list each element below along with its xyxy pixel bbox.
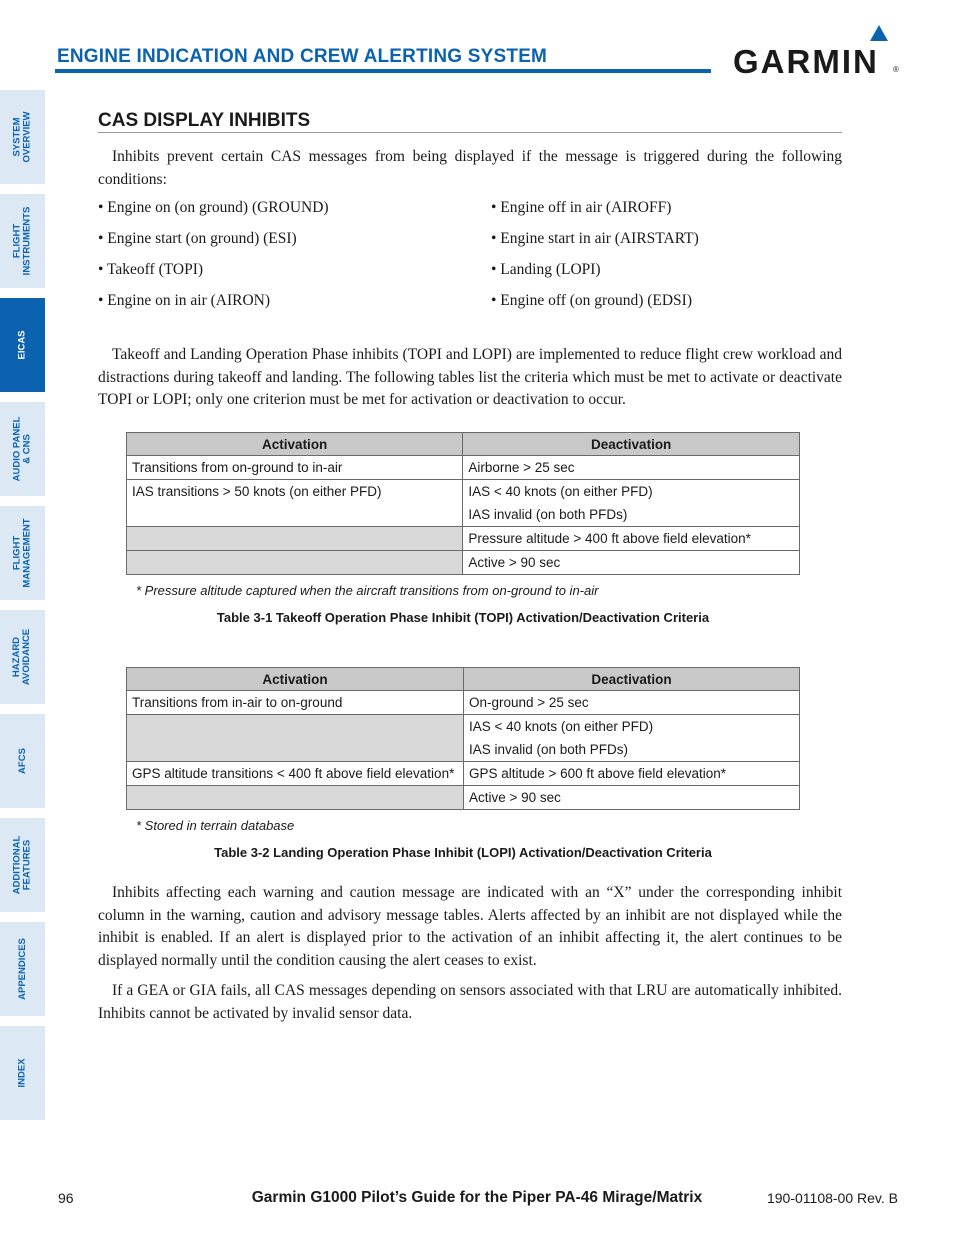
table-cell-empty	[127, 715, 464, 762]
side-tab-label: SYSTEM OVERVIEW	[11, 111, 33, 163]
cell-text: IAS transitions > 50 knots (on either PFD)	[132, 484, 382, 499]
table-caption: Table 3-2 Landing Operation Phase Inhibit (LOPI) Activation/Deactivation Criteria	[214, 845, 712, 860]
table-cell: GPS altitude transitions < 400 ft above field elevation*	[127, 762, 464, 786]
side-tab-label: AFCS	[16, 748, 28, 774]
paragraph-text: Inhibits affecting each warning and caution message are indicated with an “X” under the corresponding inhibit column in the warning, caution and advisory message tables. Alerts affected by an inhibit are not displayed while the inhibit is enabled. If an alert is displayed prior to the activation of an inhibit affecting it, the alert continues to be displayed normally until the condition causing the alert ceases to exist.	[98, 884, 842, 969]
table-cell: Pressure altitude > 400 ft above field elevation*	[463, 527, 800, 551]
bullet-item: • Engine start in air (AIRSTART)	[491, 230, 699, 247]
side-tab-eicas[interactable]	[0, 298, 45, 392]
section-rule	[98, 132, 842, 133]
table-row	[127, 762, 800, 786]
column-header: Activation	[127, 433, 463, 456]
table-cell	[127, 480, 463, 527]
table-row	[127, 456, 800, 480]
side-tab-flight-instruments[interactable]	[0, 194, 45, 288]
cell-text: IAS invalid (on both PFDs)	[468, 507, 628, 522]
table-cell	[463, 715, 799, 762]
table-row	[127, 527, 800, 551]
side-tab-label: FLIGHT INSTRUMENTS	[11, 206, 33, 276]
table-cell	[463, 480, 800, 527]
table-footnote: * Stored in terrain database	[136, 818, 295, 833]
table-cell: Transitions from in-air to on-ground	[127, 691, 464, 715]
table-cell-empty	[127, 527, 463, 551]
table-row	[127, 480, 800, 527]
bullet-item: • Engine on (on ground) (GROUND)	[98, 199, 329, 216]
table-row	[127, 551, 800, 575]
chapter-title: ENGINE INDICATION AND CREW ALERTING SYSTEM	[57, 46, 548, 67]
cell-text: IAS < 40 knots (on either PFD)	[468, 719, 654, 734]
column-header: Deactivation	[463, 668, 799, 691]
cell-text: IAS invalid (on both PFDs)	[468, 742, 629, 757]
bullet-item: • Engine off in air (AIROFF)	[491, 199, 672, 216]
logo-text: GARMIN	[733, 43, 879, 80]
paragraph-text: Takeoff and Landing Operation Phase inhibits (TOPI and LOPI) are implemented to reduce flight crew workload and distractions during takeoff and landing. The following tables list the criteria which must be met to activate or deactivate TOPI or LOPI; only one criterion must be met for activation or deactivation to occur.	[98, 346, 842, 408]
table-cell: Active > 90 sec	[463, 786, 799, 810]
table-cell-empty	[127, 551, 463, 575]
side-tab-label: HAZARD AVOIDANCE	[11, 628, 33, 686]
lru-paragraph	[98, 980, 842, 1025]
lopi-criteria-table	[126, 667, 800, 810]
bullet-item: • Landing (LOPI)	[491, 261, 601, 278]
document-number: 190-01108-00 Rev. B	[766, 1190, 898, 1206]
side-tab-hazard-avoidance[interactable]	[0, 610, 45, 704]
side-tab-additional-features[interactable]	[0, 818, 45, 912]
header-rule	[55, 69, 711, 73]
registered-mark: ®	[893, 65, 899, 74]
table-caption: Table 3-1 Takeoff Operation Phase Inhibit (TOPI) Activation/Deactivation Criteria	[216, 610, 710, 625]
side-tab-label: ADDITIONAL FEATURES	[11, 835, 33, 895]
table-row	[127, 786, 800, 810]
bullet-item: • Engine on in air (AIRON)	[98, 292, 271, 309]
side-tab-index[interactable]	[0, 1026, 45, 1120]
table-cell: Transitions from on-ground to in-air	[127, 456, 463, 480]
side-tab-appendices[interactable]	[0, 922, 45, 1016]
table-cell: Airborne > 25 sec	[463, 456, 800, 480]
side-tab-audio-panel[interactable]	[0, 402, 45, 496]
side-tab-label: APPENDICES	[16, 938, 28, 1000]
inhibit-paragraph	[98, 882, 842, 972]
garmin-triangle-icon	[870, 25, 888, 41]
page-number: 96	[58, 1190, 74, 1206]
bullet-item: • Takeoff (TOPI)	[98, 261, 204, 278]
column-header: Activation	[127, 668, 464, 691]
intro-text: Inhibits prevent certain CAS messages from being displayed if the message is triggered during the following conditions:	[98, 148, 842, 188]
table-cell-empty	[127, 786, 464, 810]
table-cell: On-ground > 25 sec	[463, 691, 799, 715]
cell-text: IAS < 40 knots (on either PFD)	[468, 484, 653, 499]
table-row	[127, 691, 800, 715]
topi-criteria-table	[126, 432, 800, 575]
garmin-logo	[733, 25, 899, 80]
table-cell: GPS altitude > 600 ft above field elevation*	[463, 762, 799, 786]
table-cell: Active > 90 sec	[463, 551, 800, 575]
table-row	[127, 715, 800, 762]
bullet-item: • Engine off (on ground) (EDSI)	[491, 292, 693, 309]
side-tab-label: FLIGHT MANAGEMENT	[11, 518, 33, 588]
footer-title: Garmin G1000 Pilot’s Guide for the Piper PA-46 Mirage/Matrix	[251, 1189, 703, 1206]
topi-lopi-paragraph	[98, 344, 842, 412]
table-footnote: * Pressure altitude captured when the aircraft transitions from on-ground to in-air	[136, 583, 599, 598]
table-header-row	[127, 668, 800, 691]
side-tab-afcs[interactable]	[0, 714, 45, 808]
side-tab-label: EICAS	[16, 330, 28, 360]
column-header: Deactivation	[463, 433, 800, 456]
side-tab-label: AUDIO PANEL & CNS	[11, 416, 33, 482]
side-tab-label: INDEX	[16, 1058, 28, 1088]
side-tab-flight-management[interactable]	[0, 506, 45, 600]
section-title: CAS DISPLAY INHIBITS	[98, 110, 311, 131]
paragraph-text: If a GEA or GIA fails, all CAS messages depending on sensors associated with that LRU are automatically inhibited. Inhibits cannot be activated by invalid sensor data.	[98, 982, 842, 1022]
table-header-row	[127, 433, 800, 456]
intro-paragraph	[98, 146, 842, 191]
side-tab-system-overview[interactable]	[0, 90, 45, 184]
bullet-item: • Engine start (on ground) (ESI)	[98, 230, 297, 247]
